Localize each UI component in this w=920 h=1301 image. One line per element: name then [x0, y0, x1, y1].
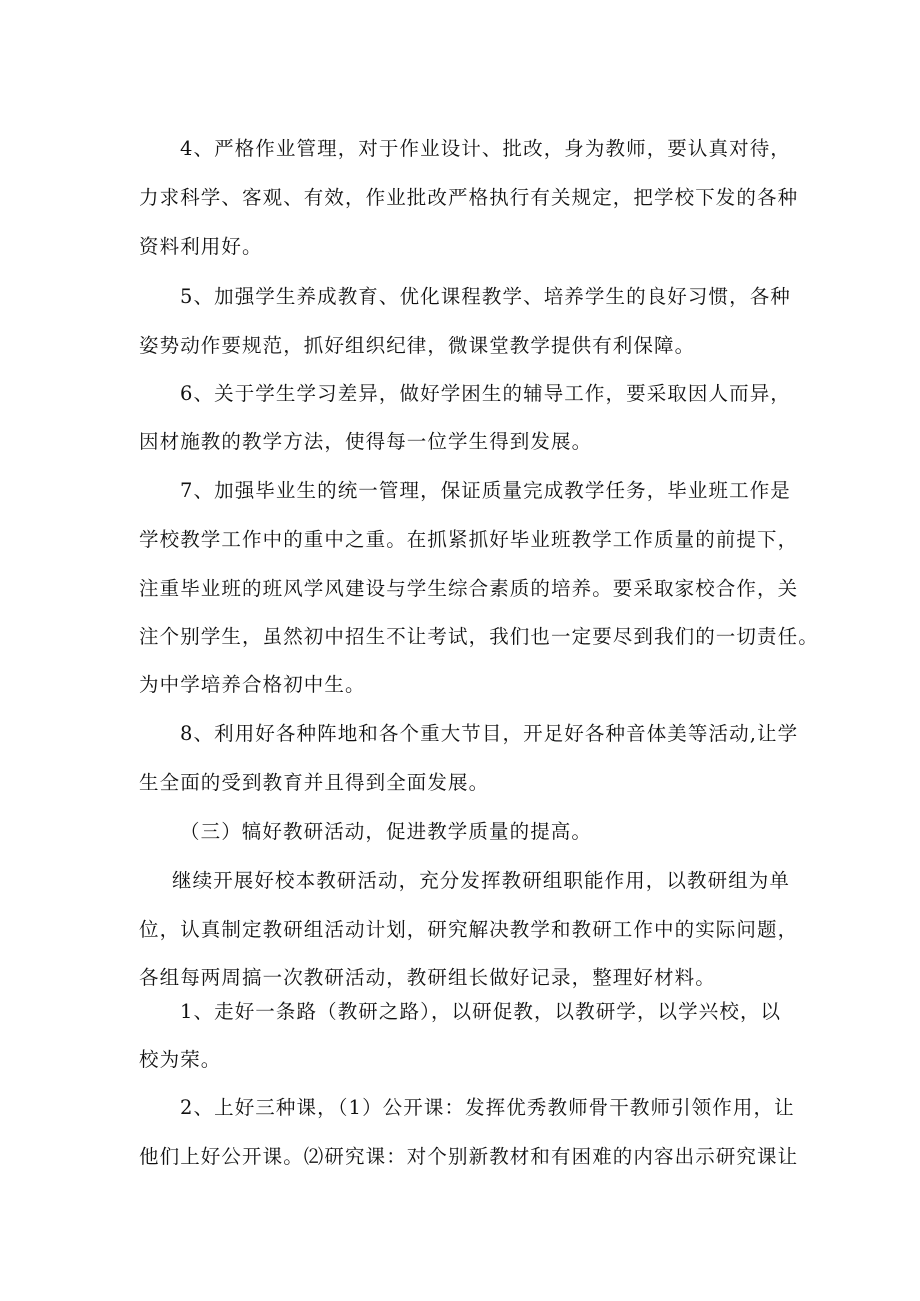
paragraph-4-line-2: 力求科学、客观、有效，作业批改严格执行有关规定，把学校下发的各种	[139, 186, 799, 209]
research-item-2-line-2: 他们上好公开课。⑵研究课：对个别新教材和有困难的内容出示研究课让	[139, 1145, 799, 1168]
paragraph-8-line-1: 8、利用好各种阵地和各个重大节目，开足好各种音体美等活动,让学	[180, 722, 799, 745]
paragraph-7-line-3: 注重毕业班的班风学风建设与学生综合素质的培养。要采取家校合作，关	[139, 577, 799, 600]
paragraph-6-line-2: 因材施教的教学方法，使得每一位学生得到发展。	[139, 430, 593, 453]
paragraph-7-line-2: 学校教学工作中的重中之重。在抓紧抓好毕业班教学工作质量的前提下，	[139, 528, 799, 551]
paragraph-5-line-2: 姿势动作要规范，抓好组织纪律，微课堂教学提供有利保障。	[139, 334, 696, 357]
research-item-2-line-1: 2、上好三种课，（1）公开课：发挥优秀教师骨干教师引领作用，让	[180, 1096, 795, 1119]
research-paragraph-line-1: 继续开展好校本教研活动，充分发挥教研组职能作用，以教研组为单	[172, 869, 791, 892]
research-paragraph-line-3: 各组每两周搞一次教研活动，教研组长做好记录，整理好材料。	[139, 966, 716, 989]
research-paragraph-line-2: 位，认真制定教研组活动计划，研究解决教学和教研工作中的实际问题，	[139, 918, 799, 941]
paragraph-7-line-1: 7、加强毕业生的统一管理，保证质量完成教学任务，毕业班工作是	[180, 479, 791, 502]
section-heading-3: （三）犒好教研活动，促进教学质量的提高。	[180, 820, 593, 843]
paragraph-8-line-2: 生全面的受到教育并且得到全面发展。	[139, 771, 490, 794]
research-item-1-line-1: 1、走好一条路（教研之路），以研促教，以教研学，以学兴校，以	[180, 1000, 782, 1023]
paragraph-5-line-1: 5、加强学生养成教育、优化课程教学、培养学生的良好习惯，各种	[180, 285, 791, 308]
research-item-1-line-2: 校为荣。	[139, 1048, 222, 1071]
paragraph-7-line-5: 为中学培养合格初中生。	[139, 673, 366, 696]
paragraph-4-line-1: 4、严格作业管理，对于作业设计、批改，身为教师，要认真对待，	[180, 137, 791, 160]
paragraph-4-line-3: 资料利用好。	[139, 235, 263, 258]
paragraph-6-line-1: 6、关于学生学习差异，做好学困生的辅导工作，要采取因人而异，	[180, 382, 791, 405]
paragraph-7-line-4: 注个别学生，虽然初中招生不让考试，我们也一定要尽到我们的一切责任。	[139, 625, 819, 648]
